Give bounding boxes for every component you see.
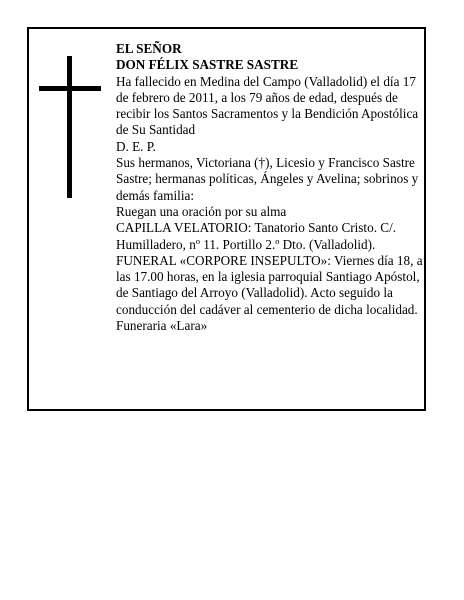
obituary-notice bbox=[27, 27, 426, 411]
rip-abbreviation: D. E. P. bbox=[116, 138, 156, 154]
notice-title-line1: EL SEÑOR bbox=[116, 41, 182, 56]
wake-location: CAPILLA VELATORIO: Tanatorio Santo Cristo. C/. Humilladero, nº 11. Portillo 2.º Dto. (Valladolid). bbox=[116, 220, 397, 252]
family-list: Sus hermanos, Victoriana (†), Licesio y Francisco Sastre Sastre; hermanas políticas, Ángeles y Avelina; sobrinos y demás familia: bbox=[116, 155, 419, 203]
notice-text bbox=[116, 41, 426, 334]
latin-cross-icon bbox=[39, 56, 101, 198]
funeral-home: Funeraria «Lara» bbox=[116, 318, 208, 334]
funeral-details: FUNERAL «CORPORE INSEPULTO»: Viernes día 18, a las 17.00 horas, en la iglesia parroquial Santiago Apóstol, de Santiago del Arroyo (Valladolid). Acto seguido la conducción del cadáver al cementerio de dicha localidad. bbox=[116, 252, 423, 317]
prayer-request: Ruegan una oración por su alma bbox=[116, 203, 287, 219]
deceased-name: DON FÉLIX SASTRE SASTRE bbox=[116, 57, 299, 73]
death-announcement: Ha fallecido en Medina del Campo (Valladolid) el día 17 de febrero de 2011, a los 79 años de edad, después de recibir los Santos Sacramentos y la Bendición Apostólica de Su Santidad bbox=[116, 73, 419, 138]
